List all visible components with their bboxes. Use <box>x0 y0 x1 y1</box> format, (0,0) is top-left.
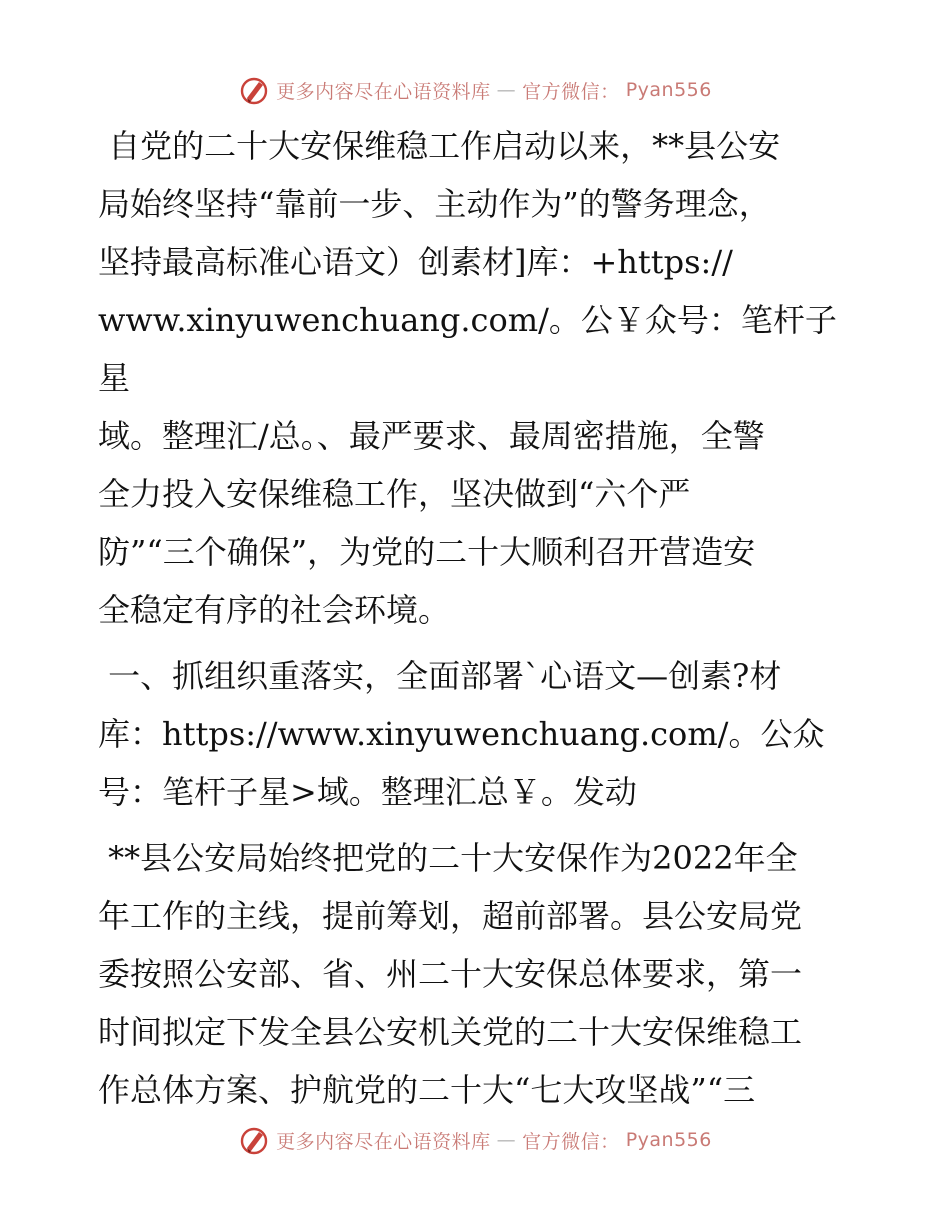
text-line: 号：笔杆子星>域。整理汇总￥。发动 <box>98 773 637 811</box>
text-line: 局始终坚持“靠前一步、主动作为”的警务理念， <box>98 185 771 223</box>
pen-circle-logo-icon <box>238 74 270 106</box>
text-line: 时间拟定下发全县公安机关党的二十大安保维稳工 <box>98 1013 803 1051</box>
footer-watermark <box>0 1122 950 1158</box>
text-line: 全力投入安保维稳工作，坚决做到“六个严 <box>98 475 691 513</box>
watermark-separator: — <box>496 1129 517 1151</box>
text-line: 年工作的主线，提前筹划，超前部署。县公安局党 <box>98 897 803 935</box>
text-line: 作总体方案、护航党的二十大“七大攻坚战”“三 <box>98 1071 756 1109</box>
watermark-contact-label: 官方微信： <box>522 80 620 103</box>
text-line: 坚持最高标准心语文）创素材]库：+https:// <box>98 243 733 281</box>
watermark-handle: Pyan556 <box>625 79 712 101</box>
watermark-brand: 更多内容尽在心语资料库 <box>276 1130 491 1153</box>
watermark-brand: 更多内容尽在心语资料库 <box>276 80 491 103</box>
text-line: 库：https://www.xinyuwenchuang.com/。公众 <box>98 715 825 753</box>
text-line: 防”“三个确保”，为党的二十大顺利召开营造安 <box>98 533 756 571</box>
document-body <box>98 117 858 1119</box>
text-line: 委按照公安部、省、州二十大安保总体要求，第一 <box>98 955 803 993</box>
text-line: 自党的二十大安保维稳工作启动以来，**县公安 <box>98 127 781 165</box>
text-line: **县公安局始终把党的二十大安保作为2022年全 <box>98 839 798 877</box>
watermark-separator: — <box>496 79 517 101</box>
section-heading: 一、抓组织重落实，全面部署`心语文—创素?材 <box>98 657 782 695</box>
watermark-handle: Pyan556 <box>625 1129 712 1151</box>
text-line: 全稳定有序的社会环境。 <box>98 591 451 629</box>
text-line: www.xinyuwenchuang.com/。公￥众号：笔杆子星 <box>98 301 837 397</box>
watermark-contact-label: 官方微信： <box>522 1130 620 1153</box>
header-watermark <box>0 72 950 108</box>
text-line: 域。整理汇/总。、最严要求、最周密措施，全警 <box>98 417 765 455</box>
pen-circle-logo-icon <box>238 1124 270 1156</box>
